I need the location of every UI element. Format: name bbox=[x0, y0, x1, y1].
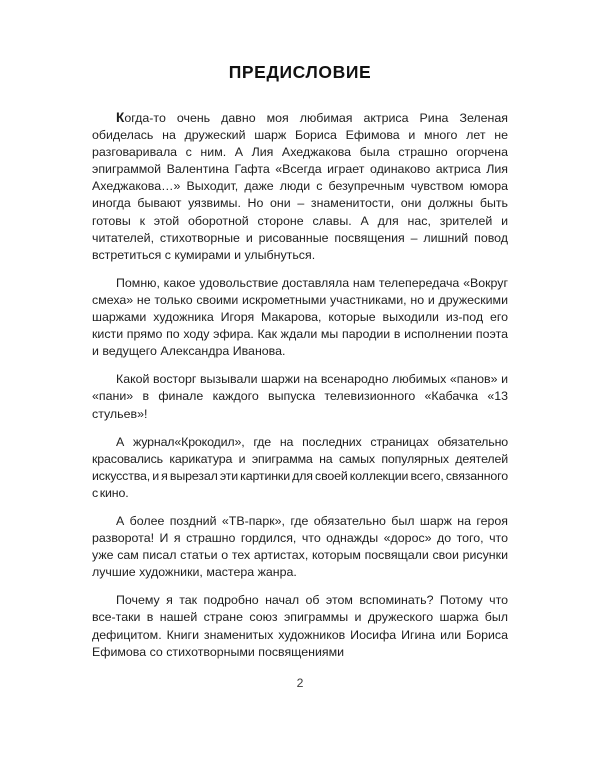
paragraph-2: Помню, какое удовольствие доставляла нам телепередача «Вокруг смеха» не только своими искрометными участниками, но и дружескими шаржами художника Игоря Макарова, которые выходили из-под его кисти прямо по ходу эфира. Как ждали мы пародии в исполнении поэта и ведущего Александра Иванова. bbox=[92, 275, 508, 359]
paragraph-5: А более поздний «ТВ-парк», где обязательно был шарж на героя разворота! И я страшно гордился, что однажды «дорос» до того, что уже сам писал статьи о тех артистах, которым посвящали свои рисунки лучшие художники, мастера жанра. bbox=[92, 513, 508, 580]
paragraph-1-text: огда-то очень давно моя любимая актриса Рина Зеленая обиделась на дружеский шарж Бориса Ефимова и много лет не разговаривала с ним. А Лия Ахеджакова была страшно огорчена эпиграммой Валентина Гафта «Всегда играет одинаково актриса Лия Ахеджакова…» Выходит, даже люди с безупречным чувством юмора иногда бывают уязвимы. Но они – знаменитости, они должны быть готовы к этой оборотной стороне славы. А для нас, зрителей и читателей, стихотворные и рисованные посвящения – лишний повод встретиться с кумирами и улыбнуться. bbox=[92, 111, 508, 262]
page-number: 2 bbox=[296, 676, 304, 690]
paragraph-1 bbox=[92, 109, 508, 264]
page-title: ПРЕДИСЛОВИЕ bbox=[228, 62, 372, 82]
paragraph-3: Какой восторг вызывали шаржи на всенародно любимых «панов» и «пани» в финале каждого выпуска телевизионного «Кабачка «13 стульев»! bbox=[92, 372, 508, 421]
text-block bbox=[92, 62, 508, 661]
paragraph-4: А журнал«Крокодил», где на последних страницах обязательно красовались карикатура и эпиграмма на самых популярных деятелей искусства, и я вырезал эти картинки для своей коллекции всего, связанного с кино. bbox=[92, 434, 508, 500]
paragraph-6: Почему я так подробно начал об этом вспоминать? Потому что все-таки в нашей стране союз эпиграммы и дружеского шаржа был дефицитом. Книги знаменитых художников Иосифа Игина или Бориса Ефимова со стихотворными посвящениями bbox=[92, 593, 508, 659]
paragraph-1-dropcap: К bbox=[116, 110, 125, 125]
